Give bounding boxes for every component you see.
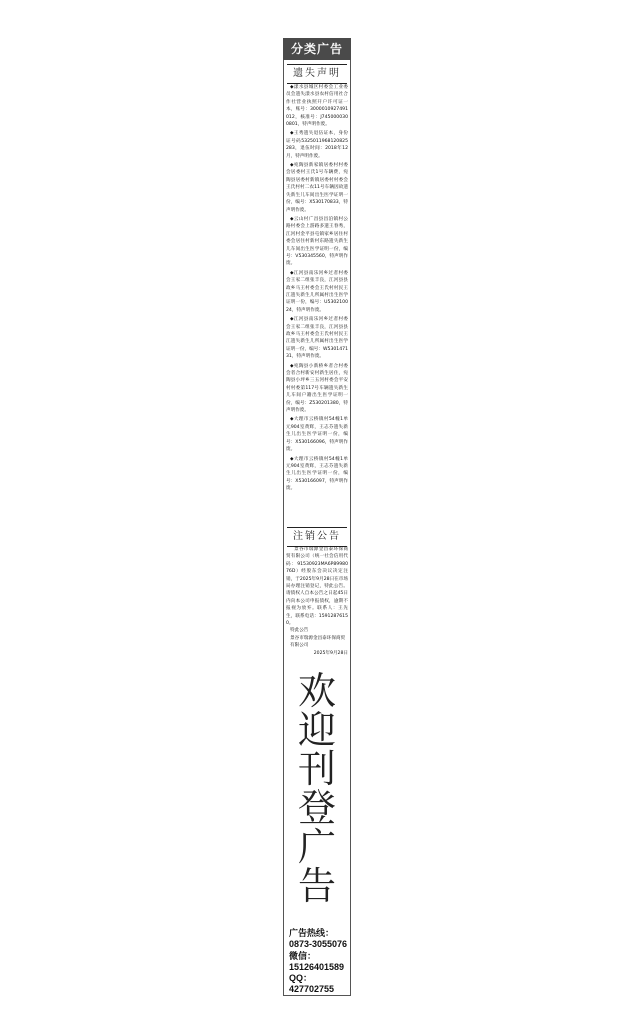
cancel-body: 景谷市瑞源金昌泰环保商贸有限公司（统一社会信用代码：91530923MA6P8998076D）经股东会决议决定注销，于2025年9月28日在市场局办理注销登记，特此公告。请债权人自本公告之日起45日内向本公司申报债权，逾期不报视为放弃。联系人：王先生，联系电话：15912876150。 [286, 547, 348, 627]
banner-char: 告 [297, 864, 336, 908]
qq-number: 427702755 [289, 984, 335, 995]
lost-section-title: 遗失声明 [287, 64, 347, 84]
banner-char: 登 [297, 786, 336, 830]
banner-char: 欢 [297, 669, 336, 713]
cancel-section-title: 注销公告 [287, 527, 347, 547]
cancel-sign-line: 景谷市瑞源金昌泰环保商贸有限公司 [290, 635, 346, 649]
hotline-number: 0873-3055076 [289, 939, 348, 950]
cancel-sign-line: 特此公告 [290, 628, 309, 634]
notice-item: ◆江河县南乐河乡过者村委会王家二组张丰良，江河县县政乡马王村委会王氏村村民王江遗失新生儿所属村出生医学证明一份，编号：U530210024，特声明作废。 [286, 270, 348, 313]
notice-item: ◆宛陶县小新桥乡者合村委会者合村新安村新生居住，宛陶县小坪乡三五河村委会平安村村委第117号车辆遗失新生儿车间户籍出生医学证明一份，编号：Z530201380，特声明作废。 [286, 363, 348, 414]
hotline-label: 广告热线： [289, 928, 335, 938]
cancel-notice [286, 546, 348, 657]
banner-char: 刊 [297, 747, 336, 791]
lost-notices [286, 84, 348, 495]
wechat-number: 15126401589 [289, 961, 345, 972]
masthead-title: 分类广告 [283, 38, 351, 60]
qq-label: QQ： [289, 973, 313, 984]
cancel-date: 2025年9月28日 [313, 650, 348, 656]
welcome-advertise-banner [287, 669, 347, 908]
notice-item: ◆王秀遗失退伍证本，身份证号码5325011968120825283，退伍时间：2018年12月，特声明作废。 [286, 131, 348, 159]
notice-item: ◆漾水县城区村委会工业委员会遗失漾水县农村信用社合作社营业执照开户许可证一本，账号：3000010927491012，核准号：J7450000300801，特声明作废。 [286, 85, 348, 128]
notice-item: ◆宛陶县新家镇居委村村委会居委村王氏1号车辆费，宛陶县居委村新镇居委村村委会王氏村村二农11号车辆因故遗失新生儿车间出生医学证明一份，编号：X530170833，特声明作废。 [286, 163, 348, 213]
notice-item: ◆江河县南乐河乡过者村委会王家二组张丰良，江河县县政乡马王村委会王氏村村民王江遗失新生儿所属村出生医学证明一份，编号：W530147131，特声明作废。 [286, 317, 348, 360]
notice-item: ◆大理市云桥镇村54幢1单元904室黄辉，王志芬遗失新生儿出生医学证明一份，编号：X530166097，特声明作废。 [286, 456, 348, 492]
contact-info [289, 928, 349, 996]
notice-item: ◆云山村广昌县昌泊镇村公路村委会上游路多遗王春秀，江河村金平县屯镇家乡居住村委会居住村新村东路遗失新生儿车间出生医学证明一份，编号：V530345560，特声明作废。 [286, 216, 348, 267]
banner-char: 广 [297, 825, 336, 869]
notice-item: ◆大理市云桥镇村54幢1单元904室黄辉，王志芬遗失新生儿出生医学证明一份，编号：X530166096，特声明作废。 [286, 417, 348, 453]
wechat-label: 微信： [289, 950, 317, 961]
banner-char: 迎 [297, 708, 336, 752]
